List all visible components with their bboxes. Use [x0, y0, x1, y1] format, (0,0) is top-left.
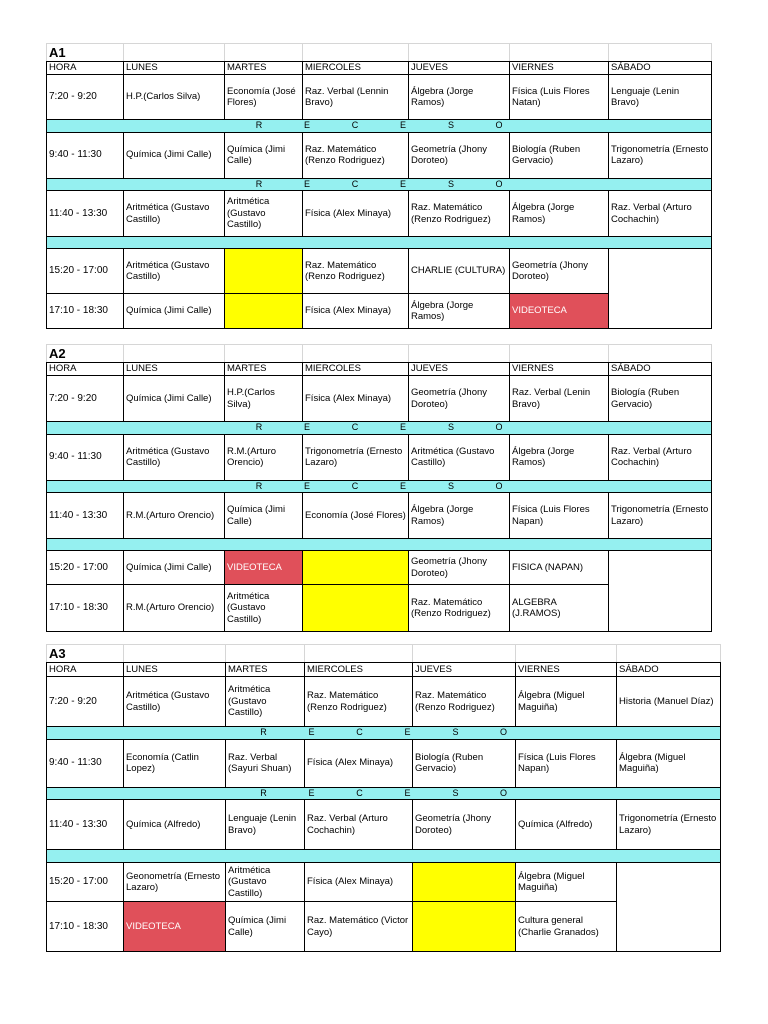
header-jueves: JUEVES	[413, 663, 516, 677]
class-cell: Física (Luis Flores Napan)	[510, 493, 609, 539]
class-cell: Aritmética (Gustavo Castillo)	[409, 434, 510, 480]
time-cell: 11:40 - 13:30	[47, 191, 124, 237]
class-cell: Raz. Verbal (Arturo Cochachin)	[609, 191, 712, 237]
class-cell: Química (Jimi Calle)	[124, 551, 225, 585]
class-cell: Raz. Matemático (Victor Cayo)	[305, 902, 413, 952]
header-viernes: VIERNES	[510, 62, 609, 75]
lunch-gap-row	[47, 539, 712, 551]
class-cell: Raz. Verbal (Arturo Cochachin)	[609, 434, 712, 480]
class-cell: Biología (Ruben Gervacio)	[413, 739, 516, 787]
time-cell: 15:20 - 17:00	[47, 863, 124, 902]
recess-banner: R E C E S O	[47, 178, 712, 191]
highlight-cell	[413, 902, 516, 952]
header-sabado: SÁBADO	[609, 62, 712, 75]
time-cell: 9:40 - 11:30	[47, 132, 124, 178]
class-cell: R.M.(Arturo Orencio)	[124, 585, 225, 632]
class-cell: Física (Luis Flores Napan)	[516, 739, 617, 787]
class-cell: Raz. Matemático (Renzo Rodriguez)	[409, 191, 510, 237]
time-cell: 11:40 - 13:30	[47, 800, 124, 850]
class-cell: Álgebra (Jorge Ramos)	[409, 294, 510, 329]
header-lunes: LUNES	[124, 62, 225, 75]
class-cell: Química (Jimi Calle)	[124, 294, 225, 329]
table-row	[47, 75, 712, 120]
table-row	[47, 739, 721, 787]
class-cell: Historia (Manuel Díaz)	[617, 677, 721, 727]
class-cell: Física (Alex Minaya)	[303, 294, 409, 329]
lunch-gap-row	[47, 237, 712, 249]
header-sabado: SÁBADO	[609, 363, 712, 376]
class-cell: Biología (Ruben Gervacio)	[609, 376, 712, 422]
header-martes: MARTES	[226, 663, 305, 677]
table-row	[47, 551, 712, 585]
class-cell: Álgebra (Jorge Ramos)	[510, 191, 609, 237]
header-martes: MARTES	[225, 363, 303, 376]
empty-cell	[609, 551, 712, 632]
recess-banner: R E C E S O	[47, 120, 712, 133]
header-hora: HORA	[47, 62, 124, 75]
time-cell: 9:40 - 11:30	[47, 739, 124, 787]
class-cell: Química (Alfredo)	[124, 800, 226, 850]
recess-row	[47, 422, 712, 435]
header-jueves: JUEVES	[409, 363, 510, 376]
class-cell: Lenguaje (Lenin Bravo)	[609, 75, 712, 120]
class-cell: Álgebra (Miguel Maguiña)	[516, 677, 617, 727]
schedule-table-a3	[46, 644, 721, 952]
highlight-cell	[413, 863, 516, 902]
recess-row	[47, 787, 721, 800]
videoteca-cell: VIDEOTECA	[225, 551, 303, 585]
table-row	[47, 132, 712, 178]
class-cell: Geonometría (Ernesto Lazaro)	[124, 863, 226, 902]
class-cell: Trigonometría (Ernesto Lazaro)	[609, 493, 712, 539]
class-cell: Física (Alex Minaya)	[303, 376, 409, 422]
class-cell: Aritmética (Gustavo Castillo)	[225, 585, 303, 632]
recess-row	[47, 178, 712, 191]
table-title: A3	[47, 645, 124, 663]
class-cell: Química (Alfredo)	[516, 800, 617, 850]
class-cell: Geometría (Jhony Doroteo)	[409, 132, 510, 178]
class-cell: Aritmética (Gustavo Castillo)	[124, 191, 225, 237]
header-hora: HORA	[47, 663, 124, 677]
class-cell: Física (Alex Minaya)	[305, 863, 413, 902]
class-cell: Física (Luis Flores Natan)	[510, 75, 609, 120]
header-sabado: SÁBADO	[617, 663, 721, 677]
table-title: A1	[47, 44, 124, 62]
header-martes: MARTES	[225, 62, 303, 75]
time-cell: 11:40 - 13:30	[47, 493, 124, 539]
time-cell: 15:20 - 17:00	[47, 249, 124, 294]
recess-row	[47, 120, 712, 133]
header-lunes: LUNES	[124, 663, 226, 677]
class-cell: Raz. Matemático (Renzo Rodriguez)	[413, 677, 516, 727]
time-cell: 7:20 - 9:20	[47, 75, 124, 120]
table-title: A2	[47, 345, 124, 363]
header-viernes: VIERNES	[516, 663, 617, 677]
class-cell: Economía (Catlin Lopez)	[124, 739, 226, 787]
class-cell: Trigonometría (Ernesto Lazaro)	[303, 434, 409, 480]
header-hora: HORA	[47, 363, 124, 376]
lunch-gap-row	[47, 850, 721, 863]
class-cell: Raz. Matemático (Renzo Rodriguez)	[303, 249, 409, 294]
class-cell: Raz. Matemático (Renzo Rodriguez)	[305, 677, 413, 727]
class-cell: Trigonometría (Ernesto Lazaro)	[617, 800, 721, 850]
class-cell: Química (Jimi Calle)	[124, 132, 225, 178]
empty-cell	[617, 863, 721, 952]
table-row	[47, 434, 712, 480]
class-cell: Geometría (Jhony Doroteo)	[409, 551, 510, 585]
class-cell: Álgebra (Jorge Ramos)	[409, 493, 510, 539]
class-cell: ALGEBRA (J.RAMOS)	[510, 585, 609, 632]
time-cell: 9:40 - 11:30	[47, 434, 124, 480]
empty-cell	[609, 249, 712, 329]
class-cell: Raz. Verbal (Arturo Cochachin)	[305, 800, 413, 850]
header-viernes: VIERNES	[510, 363, 609, 376]
class-cell: Cultura general (Charlie Granados)	[516, 902, 617, 952]
class-cell: Álgebra (Miguel Maguiña)	[516, 863, 617, 902]
highlight-cell	[225, 249, 303, 294]
class-cell: Economía (José Flores)	[303, 493, 409, 539]
class-cell: Geometría (Jhony Doroteo)	[413, 800, 516, 850]
gap-band	[47, 237, 712, 249]
class-cell: Trigonometría (Ernesto Lazaro)	[609, 132, 712, 178]
class-cell: Raz. Verbal (Lennin Bravo)	[303, 75, 409, 120]
class-cell: Aritmética (Gustavo Castillo)	[124, 249, 225, 294]
time-cell: 17:10 - 18:30	[47, 902, 124, 952]
class-cell: Geometría (Jhony Doroteo)	[510, 249, 609, 294]
class-cell: Química (Jimi Calle)	[124, 376, 225, 422]
highlight-cell	[303, 585, 409, 632]
class-cell: R.M.(Arturo Orencio)	[225, 434, 303, 480]
class-cell: Química (Jimi Calle)	[226, 902, 305, 952]
schedule-table-a2	[46, 344, 712, 632]
class-cell: Geometría (Jhony Doroteo)	[409, 376, 510, 422]
recess-row	[47, 727, 721, 740]
time-cell: 7:20 - 9:20	[47, 376, 124, 422]
schedule-table-a1	[46, 43, 712, 329]
recess-row	[47, 480, 712, 493]
table-row	[47, 376, 712, 422]
class-cell: Raz. Verbal (Sayuri Shuan)	[226, 739, 305, 787]
class-cell: H.P.(Carlos Silva)	[225, 376, 303, 422]
class-cell: Física (Alex Minaya)	[303, 191, 409, 237]
class-cell: Aritmética (Gustavo Castillo)	[124, 677, 226, 727]
recess-banner: R E C E S O	[47, 787, 721, 800]
recess-banner: R E C E S O	[47, 727, 721, 740]
header-lunes: LUNES	[124, 363, 225, 376]
highlight-cell	[303, 551, 409, 585]
class-cell: Física (Alex Minaya)	[305, 739, 413, 787]
recess-banner: R E C E S O	[47, 422, 712, 435]
header-miercoles: MIERCOLES	[305, 663, 413, 677]
table-row	[47, 863, 721, 902]
class-cell: CHARLIE (CULTURA)	[409, 249, 510, 294]
class-cell: Química (Jimi Calle)	[225, 493, 303, 539]
gap-band	[47, 539, 712, 551]
class-cell: H.P.(Carlos Silva)	[124, 75, 225, 120]
highlight-cell	[225, 294, 303, 329]
class-cell: Aritmética (Gustavo Castillo)	[225, 191, 303, 237]
table-row	[47, 493, 712, 539]
class-cell: Biología (Ruben Gervacio)	[510, 132, 609, 178]
class-cell: Álgebra (Jorge Ramos)	[510, 434, 609, 480]
videoteca-cell: VIDEOTECA	[124, 902, 226, 952]
gap-band	[47, 850, 721, 863]
recess-banner: R E C E S O	[47, 480, 712, 493]
header-miercoles: MIERCOLES	[303, 62, 409, 75]
table-row	[47, 249, 712, 294]
class-cell: Química (Jimi Calle)	[225, 132, 303, 178]
time-cell: 15:20 - 17:00	[47, 551, 124, 585]
class-cell: Aritmética (Gustavo Castillo)	[124, 434, 225, 480]
videoteca-cell: VIDEOTECA	[510, 294, 609, 329]
class-cell: Economía (José Flores)	[225, 75, 303, 120]
class-cell: FISICA (NAPAN)	[510, 551, 609, 585]
class-cell: Lenguaje (Lenin Bravo)	[226, 800, 305, 850]
class-cell: Raz. Matemático (Renzo Rodriguez)	[409, 585, 510, 632]
class-cell: Aritmética (Gustavo Castillo)	[226, 677, 305, 727]
table-row	[47, 191, 712, 237]
class-cell: Raz. Matemático (Renzo Rodriguez)	[303, 132, 409, 178]
class-cell: R.M.(Arturo Orencio)	[124, 493, 225, 539]
class-cell: Álgebra (Jorge Ramos)	[409, 75, 510, 120]
table-row	[47, 677, 721, 727]
class-cell: Raz. Verbal (Lenin Bravo)	[510, 376, 609, 422]
time-cell: 17:10 - 18:30	[47, 585, 124, 632]
time-cell: 7:20 - 9:20	[47, 677, 124, 727]
header-jueves: JUEVES	[409, 62, 510, 75]
table-row	[47, 800, 721, 850]
time-cell: 17:10 - 18:30	[47, 294, 124, 329]
class-cell: Aritmética (Gustavo Castillo)	[226, 863, 305, 902]
class-cell: Álgebra (Miguel Maguiña)	[617, 739, 721, 787]
header-miercoles: MIERCOLES	[303, 363, 409, 376]
